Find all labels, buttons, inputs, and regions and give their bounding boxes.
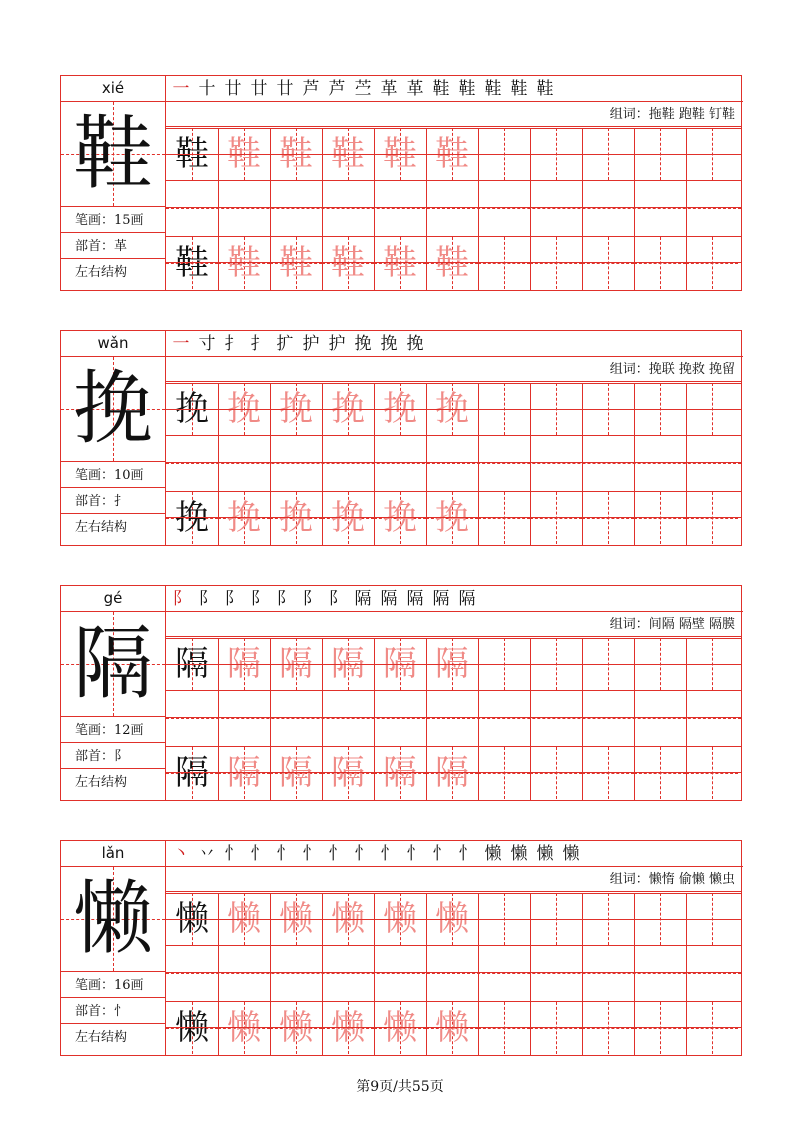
trace-character: 挽 — [426, 492, 478, 544]
structure-label: 左右结构 — [75, 1030, 128, 1045]
big-character-box — [61, 867, 165, 972]
trace-character: 鞋 — [426, 128, 478, 180]
stroke-step: 护 — [302, 334, 320, 354]
trace-character: 鞋 — [426, 237, 478, 289]
big-character: 隔 — [73, 617, 153, 710]
trace-character: 懒 — [426, 893, 478, 945]
stroke-step: 阝 — [250, 589, 268, 609]
model-character: 隔 — [166, 747, 218, 799]
trace-character: 隔 — [374, 638, 426, 690]
radical-label: 部首：忄 — [61, 999, 165, 1024]
word-examples: 组词：拖鞋 跑鞋 钉鞋 — [166, 102, 741, 127]
stroke-step: 扌 — [250, 334, 268, 354]
big-character: 懒 — [73, 872, 153, 965]
trace-character: 鞋 — [270, 128, 322, 180]
big-character: 鞋 — [73, 107, 153, 200]
structure-label: 左右结构 — [75, 775, 128, 790]
stroke-order-row — [166, 586, 743, 612]
character-info-panel — [61, 76, 166, 290]
stroke-step: 扩 — [276, 334, 294, 354]
character-info-panel — [61, 841, 166, 1055]
stroke-step: 忄 — [224, 844, 242, 864]
trace-character: 隔 — [426, 638, 478, 690]
stroke-step: 忄 — [276, 844, 294, 864]
character-info-panel — [61, 586, 166, 800]
trace-character: 隔 — [374, 747, 426, 799]
trace-character: 隔 — [322, 747, 374, 799]
trace-character: 隔 — [218, 638, 270, 690]
stroke-step: 扌 — [224, 334, 242, 354]
trace-character: 懒 — [218, 1002, 270, 1054]
trace-character: 挽 — [322, 492, 374, 544]
stroke-order-row — [166, 841, 743, 867]
structure-label: 左右结构 — [75, 265, 128, 280]
trace-character: 挽 — [218, 383, 270, 435]
stroke-step: 忄 — [432, 844, 450, 864]
stroke-step: 护 — [328, 334, 346, 354]
stroke-step: 隔 — [380, 589, 398, 609]
stroke-step: 一 — [172, 334, 190, 354]
stroke-step: 鞋 — [432, 79, 450, 99]
model-character: 鞋 — [166, 237, 218, 289]
stroke-step: 懒 — [510, 844, 528, 864]
stroke-step: 廿 — [250, 79, 268, 99]
trace-character: 懒 — [322, 1002, 374, 1054]
model-character: 挽 — [166, 383, 218, 435]
trace-character: 懒 — [374, 1002, 426, 1054]
trace-character: 鞋 — [322, 237, 374, 289]
stroke-step: 懒 — [484, 844, 502, 864]
stroke-step: 忄 — [302, 844, 320, 864]
trace-character: 挽 — [426, 383, 478, 435]
model-character: 懒 — [166, 893, 218, 945]
stroke-step: 芦 — [328, 79, 346, 99]
stroke-step: 鞋 — [458, 79, 476, 99]
stroke-step: 廿 — [276, 79, 294, 99]
word-examples: 组词：挽联 挽救 挽留 — [166, 357, 741, 382]
stroke-step: 苎 — [354, 79, 372, 99]
character-block — [60, 75, 742, 291]
trace-character: 懒 — [218, 893, 270, 945]
stroke-step: 寸 — [198, 334, 216, 354]
trace-character: 挽 — [374, 492, 426, 544]
model-character: 鞋 — [166, 128, 218, 180]
stroke-step: 隔 — [354, 589, 372, 609]
stroke-step: 忄 — [380, 844, 398, 864]
stroke-step: 隔 — [406, 589, 424, 609]
trace-character: 鞋 — [322, 128, 374, 180]
big-character-box — [61, 612, 165, 717]
stroke-step: 忄 — [458, 844, 476, 864]
word-examples: 组词：间隔 隔壁 隔膜 — [166, 612, 741, 637]
stroke-step: 挽 — [354, 334, 372, 354]
stroke-step: 革 — [380, 79, 398, 99]
trace-character: 隔 — [218, 747, 270, 799]
trace-character: 挽 — [270, 383, 322, 435]
stroke-step: 廿 — [224, 79, 242, 99]
stroke-step: 忄 — [406, 844, 424, 864]
stroke-step: 忄 — [354, 844, 372, 864]
model-character: 挽 — [166, 492, 218, 544]
trace-character: 鞋 — [374, 237, 426, 289]
big-character: 挽 — [73, 362, 153, 455]
trace-character: 挽 — [374, 383, 426, 435]
pinyin-label: xié — [61, 76, 165, 102]
trace-character: 鞋 — [374, 128, 426, 180]
stroke-step: 芦 — [302, 79, 320, 99]
big-character-box — [61, 357, 165, 462]
stroke-step: 十 — [198, 79, 216, 99]
stroke-step: 阝 — [328, 589, 346, 609]
character-block — [60, 330, 742, 546]
model-character: 隔 — [166, 638, 218, 690]
pinyin-label: gé — [61, 586, 165, 612]
trace-character: 鞋 — [218, 237, 270, 289]
trace-character: 隔 — [270, 638, 322, 690]
stroke-step: 鞋 — [510, 79, 528, 99]
stroke-step: 隔 — [432, 589, 450, 609]
stroke-count: 笔画：16画 — [61, 973, 165, 998]
trace-character: 鞋 — [218, 128, 270, 180]
trace-character: 挽 — [270, 492, 322, 544]
stroke-step: 挽 — [406, 334, 424, 354]
stroke-step: 阝 — [276, 589, 294, 609]
trace-character: 挽 — [218, 492, 270, 544]
trace-character: 懒 — [270, 1002, 322, 1054]
stroke-step: 鞋 — [536, 79, 554, 99]
stroke-step: 忄 — [250, 844, 268, 864]
stroke-step: 阝 — [198, 589, 216, 609]
big-character-box — [61, 102, 165, 207]
stroke-step: 丷 — [198, 844, 216, 864]
character-block — [60, 585, 742, 801]
trace-character: 懒 — [270, 893, 322, 945]
stroke-step: 丶 — [172, 844, 190, 864]
character-block — [60, 840, 742, 1056]
stroke-order-row — [166, 331, 743, 357]
stroke-step: 鞋 — [484, 79, 502, 99]
stroke-count: 笔画：15画 — [61, 208, 165, 233]
trace-character: 懒 — [426, 1002, 478, 1054]
trace-character: 懒 — [322, 893, 374, 945]
trace-character: 隔 — [322, 638, 374, 690]
structure-label: 左右结构 — [75, 520, 128, 535]
model-character: 懒 — [166, 1002, 218, 1054]
character-info-panel — [61, 331, 166, 545]
stroke-step: 忄 — [328, 844, 346, 864]
pinyin-label: lǎn — [61, 841, 165, 867]
radical-label: 部首：扌 — [61, 489, 165, 514]
trace-character: 挽 — [322, 383, 374, 435]
stroke-order-row — [166, 76, 743, 102]
trace-character: 鞋 — [270, 237, 322, 289]
stroke-step: 懒 — [536, 844, 554, 864]
stroke-step: 一 — [172, 79, 190, 99]
stroke-step: 阝 — [224, 589, 242, 609]
stroke-step: 革 — [406, 79, 424, 99]
stroke-step: 挽 — [380, 334, 398, 354]
stroke-step: 懒 — [562, 844, 580, 864]
radical-label: 部首：阝 — [61, 744, 165, 769]
word-examples: 组词：懒惰 偷懒 懒虫 — [166, 867, 741, 892]
stroke-step: 阝 — [302, 589, 320, 609]
stroke-count: 笔画：10画 — [61, 463, 165, 488]
trace-character: 懒 — [374, 893, 426, 945]
stroke-count: 笔画：12画 — [61, 718, 165, 743]
stroke-step: 隔 — [458, 589, 476, 609]
stroke-step: 阝 — [172, 589, 190, 609]
trace-character: 隔 — [426, 747, 478, 799]
trace-character: 隔 — [270, 747, 322, 799]
radical-label: 部首：革 — [61, 234, 165, 259]
page-footer: 第9页/共55页 — [356, 1079, 444, 1095]
pinyin-label: wǎn — [61, 331, 165, 357]
